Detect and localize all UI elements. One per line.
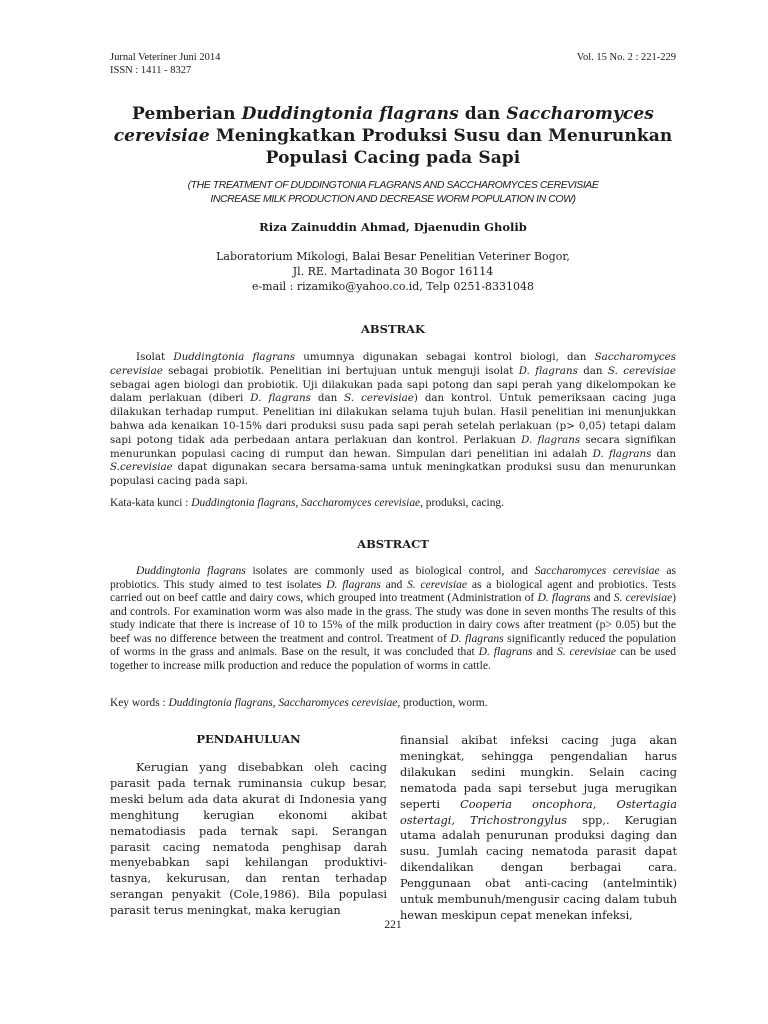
affiliation [110,249,676,294]
text: as probiotics. This study aimed to test isolates [110,564,677,591]
text: Cooperia oncophora, Ostertagia ostertagi, Trichostrongylus [400,797,678,827]
text: secara signifikan menurunkan populasi cacing di rumput dan hewan. Simpulan dari penelitian ini adalah [110,433,676,460]
text: Saccharomyces cerevisiae [110,351,676,377]
text: finansial akibat infeksi cacing juga akan meningkat, sehingga pengendalian harus dilakukan sedini mungkin. Selain cacing nematoda pada sapi tersebut juga merugikan seperti [400,734,677,811]
text: D. flagrans [521,433,581,446]
title-part: cerevisiae [113,126,210,146]
keywords-rest: produksi, cacing. [422,497,504,509]
kata-kunci [110,497,676,509]
english-title-line: (THE TREATMENT OF DUDDINGTONIA FLAGRANS AND SACCHAROMYCES CEREVISIAE [187,179,599,191]
text: D. flagrans [478,645,533,658]
text: Duddingtonia flagrans [173,351,296,363]
english-title-line: INCREASE MILK PRODUCTION AND DECREASE WORM POPULATION IN COW) [210,193,576,205]
abstrak-heading: ABSTRAK [361,322,425,336]
body-column-left [110,760,387,919]
keywords-label: Key words : [110,697,169,709]
keywords-italic: Duddingtonia flagrans, Saccharomyces cerevisiae, [191,497,423,509]
text: ) dan kontrol. Untuk pemeriksaan cacing juga dilakukan terhadap rumput. Penelitian ini dilakukan selama tujuh bulan. Hasil penelitian ini menunjukkan bahwa ada kenaikan 10-15% dari produksi susu pada sapi perah setelah perlakuan (p> 0,05) tetapi dalam sapi potong tidak ada perbedaan antara perlakuan dan kontrol. Perlakuan [110,392,677,446]
english-title [120,178,666,206]
abstract-body [110,564,676,672]
volume-info: Vol. 15 No. 2 : 221-229 [576,52,676,63]
text: D. flagrans [250,392,311,405]
text: isolates are commonly used as biological control, and [245,564,535,577]
text: S. cerevisiae [407,577,468,591]
text: and [380,577,408,591]
text: S. cerevisiae [613,591,673,604]
keywords-label: Kata-kata kunci : [110,497,192,509]
text: and [590,591,614,604]
page-number: 221 [384,919,402,931]
pendahuluan-heading: PENDAHULUAN [196,732,301,746]
text: D. flagrans [592,447,652,460]
text: Kerugian yang disebabkan oleh cacing parasit pada ternak ruminansia cukup besar, meski belum ada data akurat di Indonesia yang menghitung kerugian ekonomi akibat nematodiasis pada ternak sapi. Serangan parasit cacing nematoda penghisap darah menyebabkan sapi kehilangan produktivi-tasnya, kekurusan, dan rentan terhadap serangan penyakit (Cole,1986). Bila populasi parasit terus meningkat, maka kerugian [110,761,387,918]
contact-line: e-mail : rizamiko@yahoo.co.id, Telp 0251-8331048 [251,280,535,293]
abstract-heading: ABSTRACT [357,537,429,551]
title-part: Pemberian [132,104,242,124]
title-part: Saccharomyces [506,104,654,124]
text: and [532,645,557,658]
text: S. cerevisiae [607,364,676,377]
journal-header-left [110,51,220,77]
issn: ISSN : 1411 - 8327 [110,65,192,76]
text: sebagai probiotik. Penelitian ini bertujuan untuk menguji isolat [162,364,519,377]
title-part: Duddingtonia flagrans [241,104,459,124]
keywords-italic: Duddingtonia flagrans, Saccharomyces cerevisiae, [168,697,401,709]
text: dan [310,392,345,405]
title-part: Meningkatkan Produksi Susu dan Menurunkan [209,126,673,146]
text: S. cerevisiae [556,645,617,658]
title-part: dan [458,104,507,124]
text: D. flagrans [518,364,578,377]
affiliation-line: Laboratorium Mikologi, Balai Besar Penelitian Veteriner Bogor, [216,250,570,263]
text: as a biological agent and probiotics. Tests carried out on beef cattle and dairy cows, which grouped into treatment (Administration of [110,577,676,604]
text: dan [651,447,676,460]
text: S. cerevisiae [344,392,414,405]
text: D. flagrans [450,631,504,645]
text: umumnya digunakan sebagai kontrol biologi, dan [295,351,595,363]
title-part: Populasi Cacing pada Sapi [265,148,521,168]
authors: Riza Zainuddin Ahmad, Djaenudin Gholib [259,220,527,234]
text: Saccharomyces cerevisiae [534,564,660,577]
keywords-rest: production, worm. [400,697,488,709]
abstrak-body [110,351,676,489]
text: dan [577,364,608,377]
text: S.cerevisiae [110,461,173,474]
text: sebagai agen biologi dan probiotik. Uji dilakukan pada sapi potong dan sapi perah yang dikelompokan ke dalam perlakuan (diberi [110,378,676,405]
affiliation-line: Jl. RE. Martadinata 30 Bogor 16114 [292,265,494,278]
article-title [100,103,686,169]
text: dapat digunakan secara bersama-sama untuk meningkatkan produksi susu dan menurunkan populasi cacing pada sapi. [110,461,676,488]
key-words [110,697,676,709]
text: spp,. Kerugian utama adalah penurunan produksi daging dan susu. Jumlah cacing nematoda parasit dapat dikendalikan dengan berbagai cara. Penggunaan obat anti-cacing (antelmintik) untuk membunuh/mengusir cacing dalam tubuh hewan meskipun cepat menekan infeksi, [400,813,678,922]
text: Duddingtonia flagrans [136,564,246,577]
text: can be used together to increase milk production and reduce the population of worms in cattle. [110,645,677,672]
text: ) and controls. For examination worm was also made in the grass. The study was done in seven months The results of this study indicate that there is increase of 10 to 15% of the milk production in dairy cows after treatment (p> 0.05) but the beef was no difference between the treatment and control. Treatment of [110,591,677,645]
body-column-right [400,733,677,924]
text: significantly reduced the population of worms in the grass and animals. Base on the result, it was concluded that [110,631,677,658]
text: D. flagrans [537,591,591,604]
text: D. flagrans [326,577,381,591]
journal-name: Jurnal Veteriner Juni 2014 [110,52,221,63]
text: Isolat [136,351,174,363]
